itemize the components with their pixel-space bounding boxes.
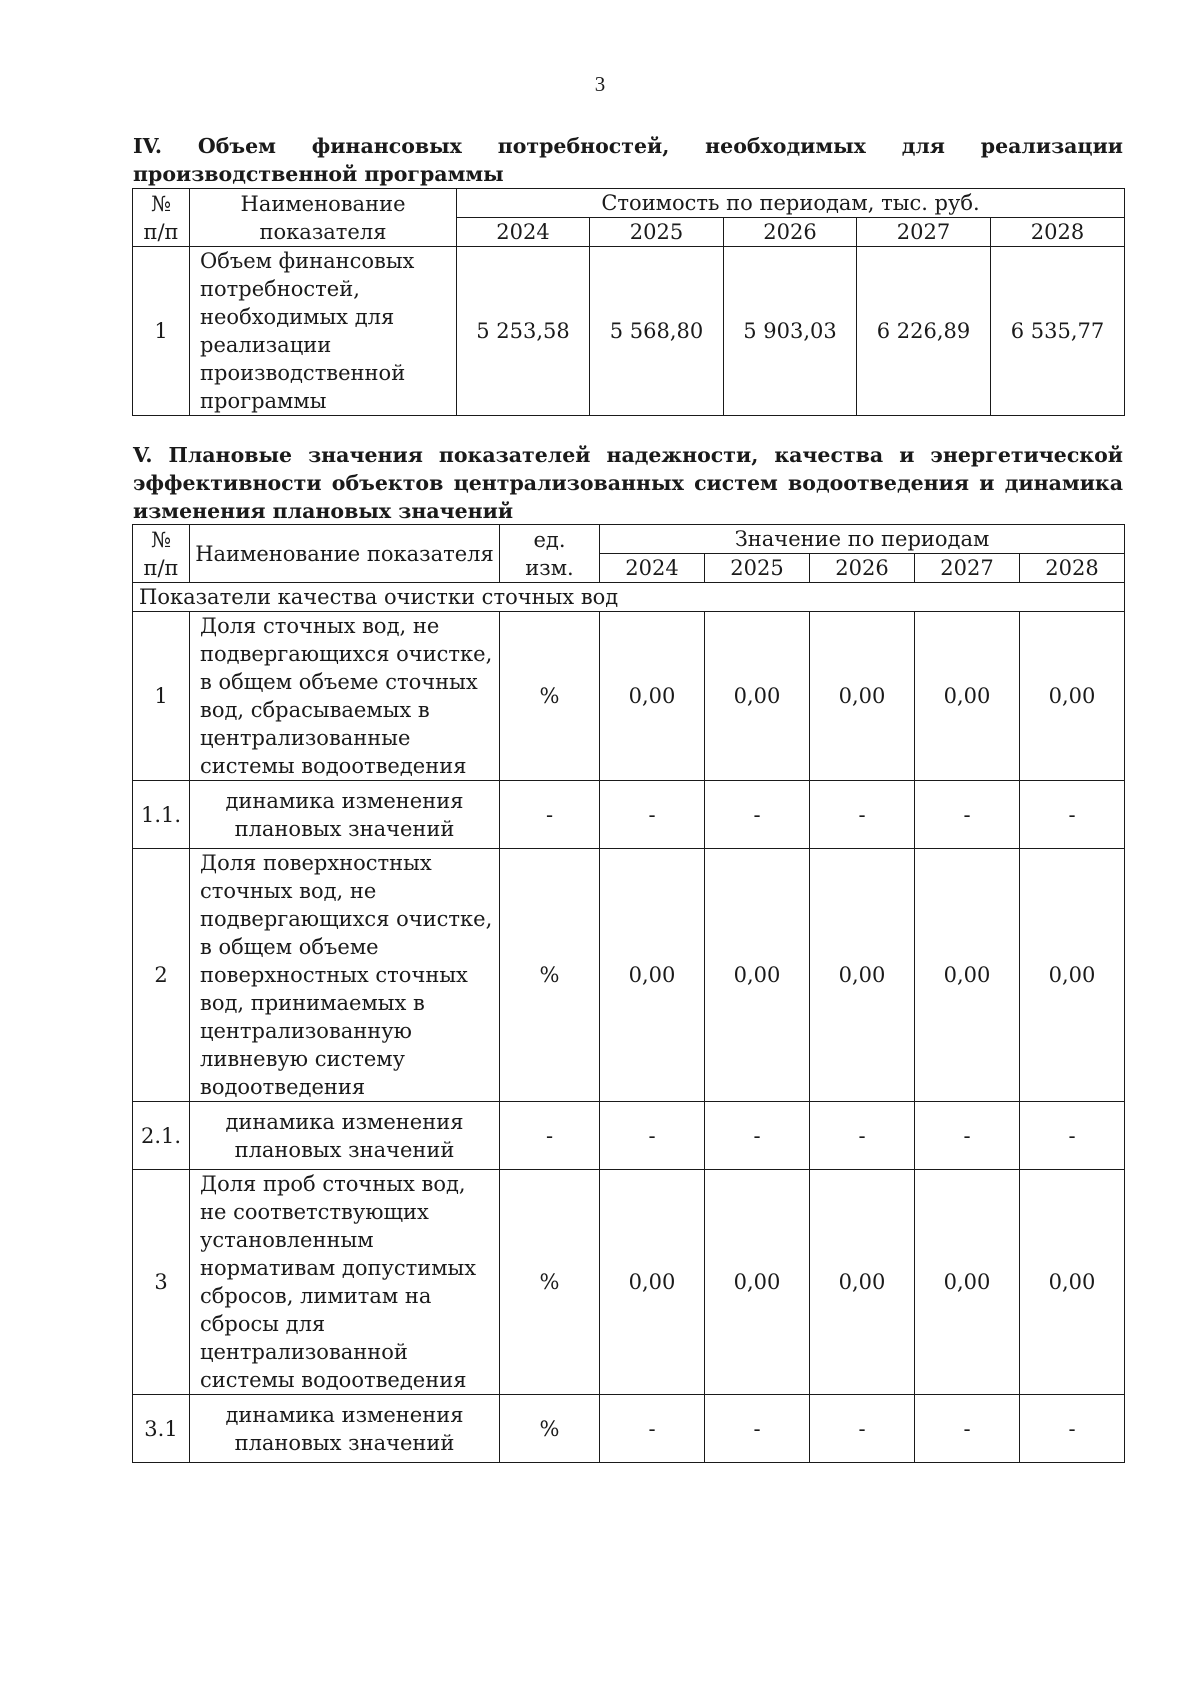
row-unit: % xyxy=(500,849,600,1102)
row-value: - xyxy=(915,1395,1020,1463)
row-value: 5 903,03 xyxy=(724,247,857,416)
header-name: Наименование показателя xyxy=(190,525,500,583)
row-num: 1 xyxy=(133,612,190,781)
row-value: 0,00 xyxy=(1020,849,1125,1102)
header-year: 2026 xyxy=(724,218,857,247)
header-year: 2027 xyxy=(915,554,1020,583)
row-unit: % xyxy=(500,1170,600,1395)
row-num: 2.1. xyxy=(133,1102,190,1170)
header-year: 2025 xyxy=(590,218,724,247)
row-num: 2 xyxy=(133,849,190,1102)
row-name: Доля поверхностных сточных вод, не подвергающихся очистке, в общем объеме поверхностных сточных вод, принимаемых в централизованную ливневую систему водоотведения xyxy=(190,849,500,1102)
row-unit: - xyxy=(500,781,600,849)
group-label: Показатели качества очистки сточных вод xyxy=(133,583,1125,612)
table-row xyxy=(133,849,1125,1102)
row-value: - xyxy=(810,1102,915,1170)
row-value: 0,00 xyxy=(1020,1170,1125,1395)
row-value: - xyxy=(810,1395,915,1463)
row-value: 0,00 xyxy=(705,612,810,781)
row-value: 0,00 xyxy=(915,1170,1020,1395)
header-year: 2024 xyxy=(457,218,590,247)
row-value: 0,00 xyxy=(600,612,705,781)
header-year: 2024 xyxy=(600,554,705,583)
row-value: 0,00 xyxy=(915,849,1020,1102)
row-value: 0,00 xyxy=(810,849,915,1102)
row-name: Доля проб сточных вод, не соответствующих установленным нормативам допустимых сбросов, лимитам на сбросы для централизованной системы водоотведения xyxy=(190,1170,500,1395)
row-value: 0,00 xyxy=(810,612,915,781)
financial-needs-table xyxy=(132,188,1125,416)
row-num: 1 xyxy=(133,247,190,416)
header-unit: ед. изм. xyxy=(500,525,600,583)
row-value: 0,00 xyxy=(705,1170,810,1395)
header-year: 2027 xyxy=(857,218,991,247)
section-4-title: IV. Объем финансовых потребностей, необходимых для реализации производственной программы xyxy=(133,134,1123,186)
row-value: - xyxy=(1020,1102,1125,1170)
row-value: 0,00 xyxy=(705,849,810,1102)
header-num: № п/п xyxy=(133,189,190,247)
row-name: динамика изменения плановых значений xyxy=(190,781,500,849)
table-row xyxy=(133,781,1125,849)
header-cost: Стоимость по периодам, тыс. руб. xyxy=(457,189,1125,218)
table-row xyxy=(133,1395,1125,1463)
row-num: 1.1. xyxy=(133,781,190,849)
row-value: 5 253,58 xyxy=(457,247,590,416)
row-value: - xyxy=(705,1395,810,1463)
row-value: - xyxy=(810,781,915,849)
header-year: 2028 xyxy=(1020,554,1125,583)
group-row xyxy=(133,583,1125,612)
row-name: динамика изменения плановых значений xyxy=(190,1395,500,1463)
table-row xyxy=(133,1170,1125,1395)
row-name: Доля сточных вод, не подвергающихся очистке, в общем объеме сточных вод, сбрасываемых в централизованные системы водоотведения xyxy=(190,612,500,781)
row-value: - xyxy=(705,1102,810,1170)
row-num: 3.1 xyxy=(133,1395,190,1463)
row-value: 0,00 xyxy=(915,612,1020,781)
header-year: 2025 xyxy=(705,554,810,583)
header-name: Наименование показателя xyxy=(190,189,457,247)
reliability-indicators-table xyxy=(132,524,1125,1463)
row-value: - xyxy=(915,781,1020,849)
row-value: 6 226,89 xyxy=(857,247,991,416)
row-value: 5 568,80 xyxy=(590,247,724,416)
row-value: - xyxy=(600,1395,705,1463)
row-value: - xyxy=(600,781,705,849)
table-row xyxy=(133,247,1125,416)
header-value: Значение по периодам xyxy=(600,525,1125,554)
header-year: 2028 xyxy=(991,218,1125,247)
row-unit: - xyxy=(500,1102,600,1170)
row-value: 0,00 xyxy=(810,1170,915,1395)
row-unit: % xyxy=(500,612,600,781)
row-value: 6 535,77 xyxy=(991,247,1125,416)
row-name: Объем финансовых потребностей, необходимых для реализации производственной программы xyxy=(190,247,457,416)
header-year: 2026 xyxy=(810,554,915,583)
page-number: 3 xyxy=(594,72,606,96)
row-value: - xyxy=(600,1102,705,1170)
row-unit: % xyxy=(500,1395,600,1463)
row-value: 0,00 xyxy=(600,849,705,1102)
row-value: - xyxy=(1020,1395,1125,1463)
table-header-row xyxy=(133,189,1125,218)
row-num: 3 xyxy=(133,1170,190,1395)
section-5-title: V. Плановые значения показателей надежности, качества и энергетической эффективности объектов централизованных систем водоотведения и динамика изменения плановых значений xyxy=(133,443,1123,523)
row-name: динамика изменения плановых значений xyxy=(190,1102,500,1170)
header-num: № п/п xyxy=(133,525,190,583)
row-value: - xyxy=(1020,781,1125,849)
table-header-row xyxy=(133,525,1125,554)
table-row xyxy=(133,612,1125,781)
row-value: 0,00 xyxy=(600,1170,705,1395)
row-value: 0,00 xyxy=(1020,612,1125,781)
row-value: - xyxy=(705,781,810,849)
row-value: - xyxy=(915,1102,1020,1170)
table-row xyxy=(133,1102,1125,1170)
